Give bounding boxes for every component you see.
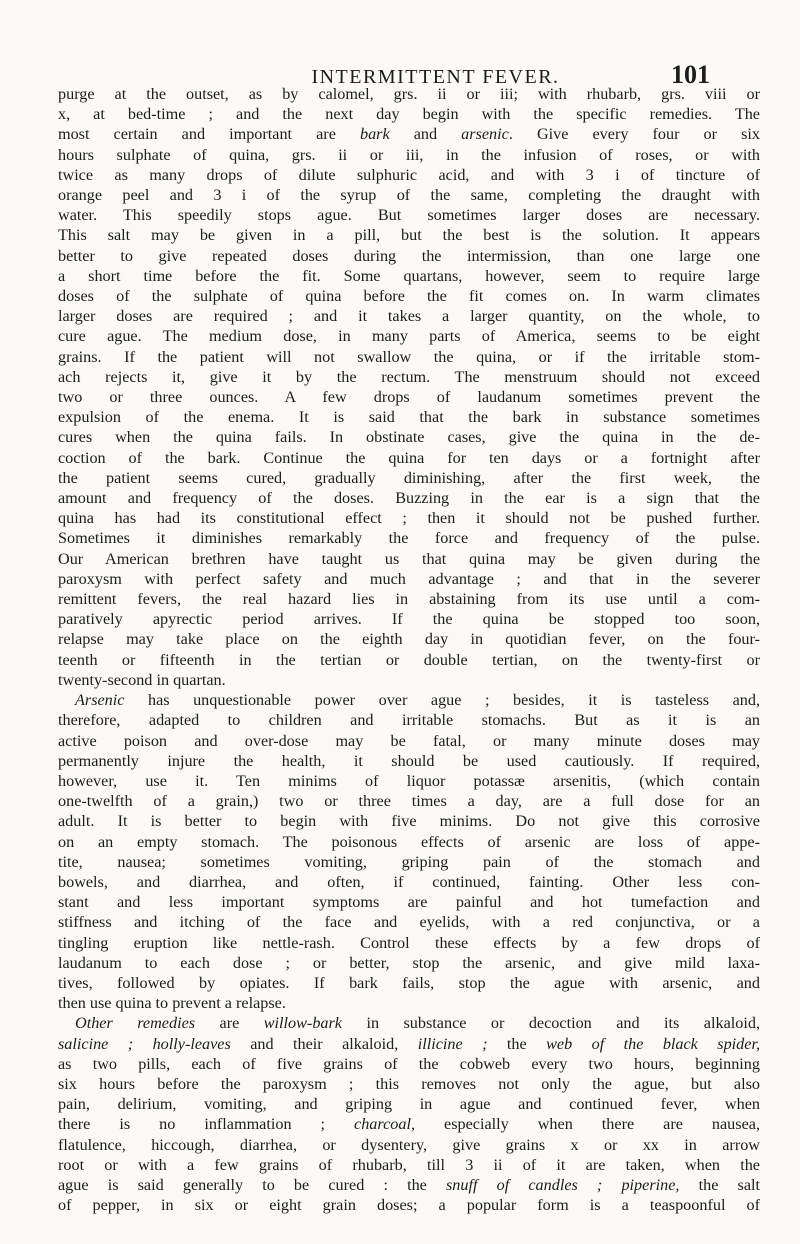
text-run: there is no inflammation ; [58, 1115, 355, 1134]
emphasized-term: Arsenic [75, 691, 125, 710]
text-run: permanently injure the health, it should be used cautiously. If required, [58, 751, 760, 770]
text-run: and [389, 125, 462, 144]
text-line [58, 246, 760, 266]
text-run: This salt may be given in a pill, but the best is the solution. It appears [58, 226, 760, 245]
text-run: remittent fevers, the real hazard lies in abstaining from its use until a com- [58, 590, 760, 609]
text-line [58, 1135, 760, 1155]
text-run: and their alkaloid, [230, 1034, 418, 1053]
text-line [58, 629, 760, 649]
text-line [58, 1074, 760, 1094]
text-line [58, 528, 760, 548]
text-line [58, 347, 760, 367]
text-run: stant and less important symptoms are painful and hot tumefaction and [58, 893, 760, 912]
text-run: teenth or fifteenth in the tertian or double tertian, on the twenty-first or [58, 650, 760, 669]
text-line [58, 488, 760, 508]
text-line [58, 104, 760, 124]
text-line [58, 427, 760, 447]
text-run: doses of the sulphate of quina before the fit comes on. In warm climates [58, 287, 760, 306]
text-line [58, 549, 760, 569]
text-line [58, 448, 760, 468]
text-run: as two pills, each of five grains of the cobweb every two hours, beginning [58, 1054, 760, 1073]
text-run: paratively apyrectic period arrives. If the quina be stopped too soon, [58, 610, 760, 629]
text-line [58, 892, 760, 912]
text-line [58, 993, 760, 1013]
text-run: the [487, 1034, 547, 1053]
text-line [58, 1114, 760, 1134]
text-run: cures when the quina fails. In obstinate cases, give the quina in the de- [58, 428, 760, 447]
text-run: are [195, 1014, 264, 1033]
text-line [58, 225, 760, 245]
text-run: amount and frequency of the doses. Buzzing in the ear is a sign that the [58, 489, 760, 508]
text-line [58, 589, 760, 609]
text-run: Sometimes it diminishes remarkably the force and frequency of the pulse. [58, 529, 760, 548]
text-run: purge at the outset, as by calomel, grs. ii or iii; with rhubarb, grs. viii or [58, 85, 760, 103]
text-run: the patient seems cured, gradually diminishing, after the first week, the [58, 468, 760, 487]
text-line [58, 569, 760, 589]
text-run: x, at bed-time ; and the next day begin with the specific remedies. The [58, 105, 760, 124]
text-run: Our American brethren have taught us that quina may be given during the [58, 549, 760, 568]
text-run: flatulence, hiccough, diarrhea, or dysentery, give grains x or xx in arrow [58, 1135, 760, 1154]
text-line [58, 286, 760, 306]
text-run: ague is said generally to be cured : the [58, 1175, 446, 1194]
text-run: . Give every four or six [508, 125, 761, 144]
emphasized-term: willow-bark [263, 1014, 342, 1033]
running-title: INTERMITTENT FEVER. [311, 66, 560, 88]
text-line [58, 407, 760, 427]
text-line [58, 710, 760, 730]
text-run: however, use it. Ten minims of liquor potassæ arsenitis, (which contain [58, 771, 760, 790]
text-line [58, 1195, 760, 1215]
text-line [58, 508, 760, 528]
text-run: two or three ounces. A few drops of laudanum sometimes prevent the [58, 388, 760, 407]
text-run: ach rejects it, give it by the rectum. The menstruum should not exceed [58, 367, 760, 386]
text-run: laudanum to each dose ; or better, stop the arsenic, and give mild laxa- [58, 953, 760, 972]
emphasized-term: salicine ; holly-leaves [58, 1034, 231, 1053]
text-line [58, 306, 760, 326]
text-run: grains. If the patient will not swallow the quina, or if the irritable stom- [58, 347, 760, 366]
text-run: tives, followed by opiates. If bark fails, stop the ague with arsenic, and [58, 973, 760, 992]
text-run: bowels, and diarrhea, and often, if continued, fainting. Other less con- [58, 872, 760, 891]
text-line [58, 205, 760, 225]
text-run: hours sulphate of quina, grs. ii or iii, in the infusion of roses, or with [58, 145, 760, 164]
text-run: cure ague. The medium dose, in many parts of America, seems to be eight [58, 327, 760, 346]
text-line [58, 266, 760, 286]
text-line [58, 771, 760, 791]
text-line [58, 751, 760, 771]
text-line [58, 1054, 760, 1074]
text-line [58, 468, 760, 488]
text-run: especially when there are nausea, [415, 1115, 760, 1134]
text-run: a short time before the fit. Some quartans, however, seem to require large [58, 266, 760, 285]
text-run: on an empty stomach. The poisonous effects of arsenic are loss of appe- [58, 832, 760, 851]
text-line [58, 326, 760, 346]
text-run: has unquestionable power over ague ; besides, it is tasteless and, [124, 691, 760, 710]
text-run: the salt [679, 1175, 761, 1194]
text-line [58, 973, 760, 993]
emphasized-term: illicine ; [417, 1034, 488, 1053]
text-line [58, 670, 760, 690]
text-run: twenty-second in quartan. [58, 670, 226, 689]
text-line [58, 791, 760, 811]
emphasized-term: charcoal, [354, 1115, 416, 1134]
text-run: expulsion of the enema. It is said that the bark in substance sometimes [58, 408, 760, 427]
emphasized-term: bark [359, 125, 390, 144]
text-run: tingling eruption like nettle-rash. Control these effects by a few drops of [58, 933, 760, 952]
text-line [58, 1034, 760, 1054]
text-line [58, 1094, 760, 1114]
text-line [58, 1013, 760, 1033]
text-run: twice as many drops of dilute sulphuric acid, and with 3 i of tincture of [58, 165, 760, 184]
text-line [58, 84, 760, 104]
text-run: root or with a few grains of rhubarb, till 3 ii of it are taken, when the [58, 1155, 760, 1174]
text-run: most certain and important are [58, 125, 360, 144]
text-run: water. This speedily stops ague. But sometimes larger doses are necessary. [58, 206, 760, 225]
text-run: stiffness and itching of the face and eyelids, with a red conjunctiva, or a [58, 913, 760, 932]
emphasized-term: Other remedies [75, 1014, 196, 1033]
text-line [58, 1155, 760, 1175]
text-line [58, 124, 760, 144]
text-run: coction of the bark. Continue the quina for ten days or a fortnight after [58, 448, 760, 467]
text-line [58, 832, 760, 852]
text-run: orange peel and 3 i of the syrup of the same, completing the draught with [58, 186, 760, 205]
text-run: paroxysm with perfect safety and much advantage ; and that in the severer [58, 569, 760, 588]
text-line [58, 367, 760, 387]
text-line [58, 650, 760, 670]
text-run: one-twelfth of a grain,) two or three times a day, are a full dose for an [58, 792, 760, 811]
text-line [58, 912, 760, 932]
text-line [58, 165, 760, 185]
text-line [58, 1175, 760, 1195]
page-number: 101 [671, 60, 710, 89]
text-run: therefore, adapted to children and irritable stomachs. But as it is an [58, 711, 760, 730]
text-run: then use quina to prevent a relapse. [58, 994, 286, 1013]
text-line [58, 953, 760, 973]
text-line [58, 145, 760, 165]
text-run: better to give repeated doses during the intermission, than one large one [58, 246, 760, 265]
text-line [58, 609, 760, 629]
text-run: quina has had its constitutional effect ; then it should not be pushed further. [58, 509, 760, 528]
text-run: tite, nausea; sometimes vomiting, griping pain of the stomach and [58, 852, 760, 871]
emphasized-term: arsenic [461, 125, 509, 144]
text-line [58, 933, 760, 953]
text-run: pain, delirium, vomiting, and griping in ague and continued fever, when [58, 1095, 760, 1114]
text-run: larger doses are required ; and it takes a larger quantity, on the whole, to [58, 307, 760, 326]
text-run: active poison and over-dose may be fatal, or many minute doses may [58, 731, 760, 750]
text-line [58, 185, 760, 205]
body-text [58, 84, 760, 1215]
text-line [58, 690, 760, 710]
text-run: adult. It is better to begin with five minims. Do not give this corrosive [58, 812, 760, 831]
text-run: of pepper, in six or eight grain doses; a popular form is a teaspoonful of [58, 1196, 760, 1215]
emphasized-term: web of the black spider, [546, 1034, 761, 1053]
text-line [58, 852, 760, 872]
text-run: in substance or decoction and its alkaloid, [342, 1014, 760, 1033]
text-line [58, 872, 760, 892]
text-run: six hours before the paroxysm ; this removes not only the ague, but also [58, 1074, 760, 1093]
emphasized-term: snuff of candles ; piperine, [446, 1175, 680, 1194]
text-run: relapse may take place on the eighth day in quotidian fever, on the four- [58, 630, 760, 649]
text-line [58, 731, 760, 751]
text-line [58, 387, 760, 407]
text-line [58, 811, 760, 831]
